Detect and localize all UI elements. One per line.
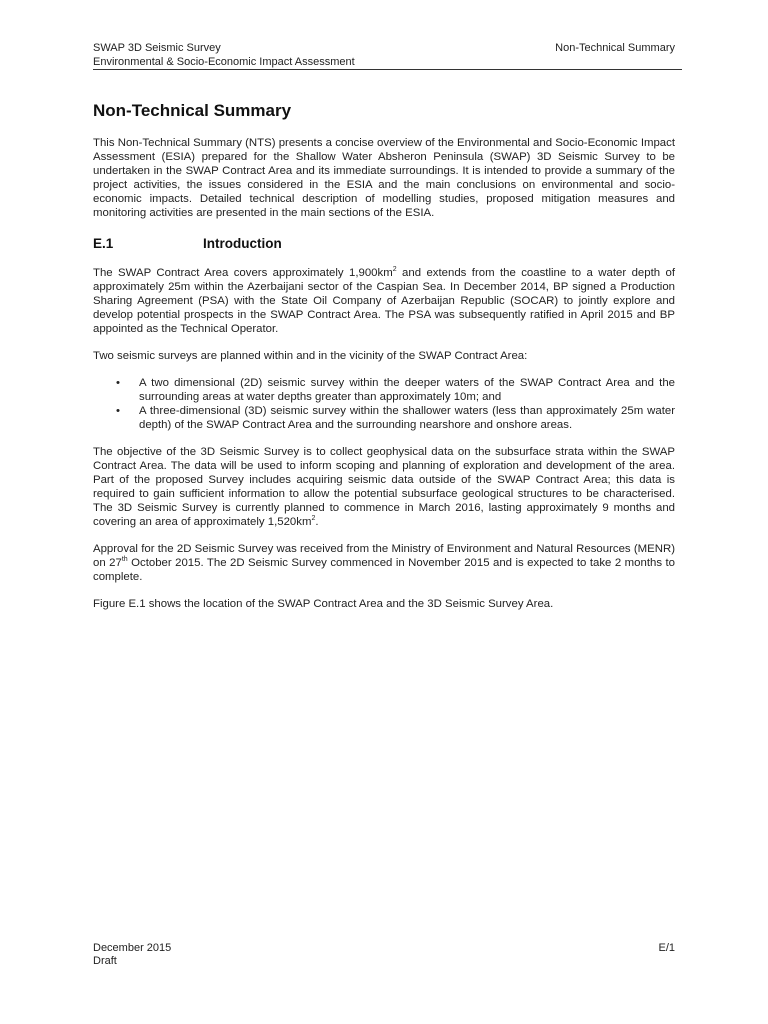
paragraph-objective: [93, 445, 675, 529]
list-item: [93, 404, 675, 432]
header-section-title: Non-Technical Summary: [555, 42, 675, 54]
footer-row: [93, 942, 675, 955]
section-heading: [93, 235, 675, 253]
header-row: [93, 41, 675, 55]
page-content: [93, 100, 675, 624]
list-item: [93, 376, 675, 404]
bullet-list: [93, 376, 675, 432]
section-number: E.1: [93, 236, 114, 251]
list-item-text: A two dimensional (2D) seismic survey within the deeper waters of the SWAP Contract Area and the surrounding areas at water depths greater than approximately 10m; and: [139, 377, 675, 403]
header-document-subtitle: Environmental & Socio-Economic Impact Assessment: [93, 56, 355, 68]
bullet-icon: •: [116, 377, 120, 389]
page-header: [93, 41, 675, 69]
superscript: 2: [392, 266, 397, 274]
list-item-text: A three-dimensional (3D) seismic survey within the shallower waters (less than approximately 25m water depth) of the SWAP Contract Area and the surrounding nearshore and onshore areas.: [139, 405, 675, 431]
footer-date: December 2015: [93, 942, 172, 954]
page-title: Non-Technical Summary: [93, 101, 292, 120]
intro-paragraph: This Non-Technical Summary (NTS) presents a concise overview of the Environmental and Socio-Economic Impact Assessment (ESIA) prepared for the Shallow Water Absheron Peninsula (SWAP) 3D Seismic Survey to be undertaken in the SWAP Contract Area and its immediate surroundings. It is intended to provide a summary of the project activities, the issues considered in the ESIA and the main conclusions on environmental and socio-economic impacts. Detailed technical description of modelling studies, proposed mitigation measures and monitoring activities are presented in the main sections of the ESIA.: [93, 137, 675, 219]
superscript: th: [121, 556, 128, 564]
header-project-title: SWAP 3D Seismic Survey: [93, 42, 221, 54]
bullet-icon: •: [116, 405, 120, 417]
paragraph-contract-area: [93, 266, 675, 336]
paragraph-text: The objective of the 3D Seismic Survey is to collect geophysical data on the subsurface strata within the SWAP Contract Area. The data will be used to inform scoping and planning of exploration and development of the area. Part of the proposed Survey includes acquiring seismic data outside of the SWAP Contract Area; this data is required to gain sufficient information to allow the potential subsurface geological structures to be characterised. The 3D Seismic Survey is currently planned to commence in March 2016, lasting approximately 9 months and covering an area of approximately 1,520km: [93, 446, 675, 528]
paragraph-approval: [93, 542, 675, 584]
paragraph-text: and extends from the coastline to a water depth of approximately 25m within the Azerbaijani sector of the Caspian Sea. In December 2014, BP signed a Production Sharing Agreement (PSA) with the State Oil Company of Azerbaijan Republic (SOCAR) to jointly explore and develop potential prospects in the SWAP Contract Area. The PSA was subsequently ratified in April 2015 and BP appointed as the Technical Operator.: [93, 267, 675, 335]
paragraph-surveys-intro: Two seismic surveys are planned within and in the vicinity of the SWAP Contract Area:: [93, 350, 528, 362]
paragraph-figure-reference: Figure E.1 shows the location of the SWAP Contract Area and the 3D Seismic Survey Area.: [93, 598, 554, 610]
paragraph-text: The SWAP Contract Area covers approximately 1,900km: [93, 267, 393, 279]
page-number: E/1: [658, 942, 675, 954]
section-title: Introduction: [203, 236, 282, 251]
footer-status: Draft: [93, 955, 117, 967]
superscript: 2: [311, 515, 316, 523]
paragraph-text: October 2015. The 2D Seismic Survey commenced in November 2015 and is expected to take 2 months to complete.: [93, 557, 675, 583]
paragraph-text: Approval for the 2D Seismic Survey was received from the Ministry of Environment and Natural Resources (MENR) on 27: [93, 543, 675, 569]
page-footer: [93, 942, 675, 968]
header-divider: [93, 69, 682, 70]
paragraph-text: .: [315, 516, 319, 528]
